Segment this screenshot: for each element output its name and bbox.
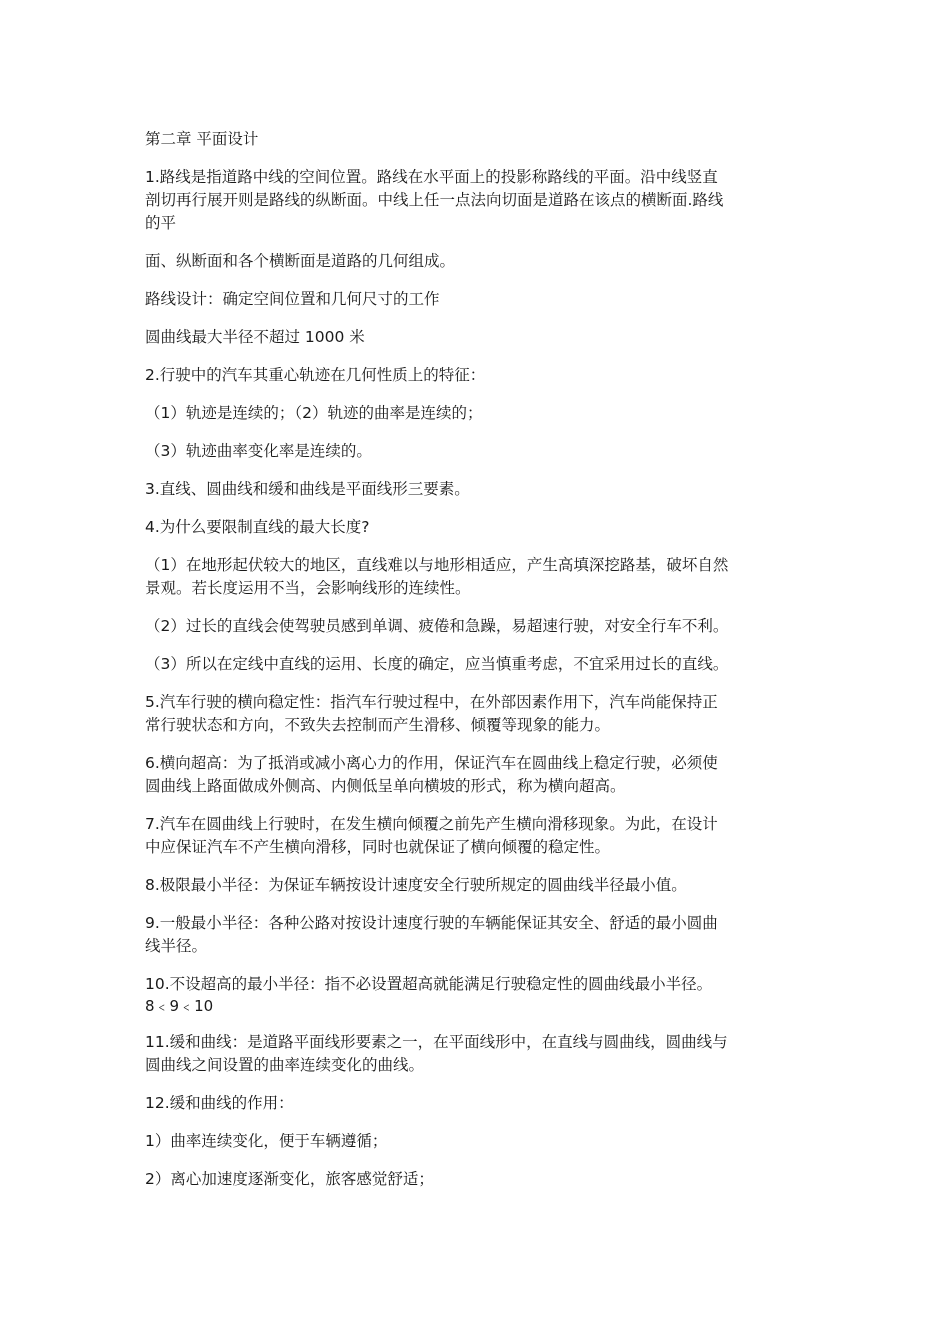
paragraph-line: 圆曲线上路面做成外侧高、内侧低呈单向横坡的形式，称为横向超高。 [145, 777, 626, 795]
paragraph [145, 653, 810, 676]
paragraph [145, 288, 810, 311]
paragraph-line: （1）在地形起伏较大的地区，直线难以与地形相适应，产生高填深挖路基，破坏自然 [145, 556, 729, 574]
paragraph [145, 1130, 810, 1153]
document-page [145, 128, 810, 1206]
paragraph-line: 11.缓和曲线：是道路平面线形要素之一，在平面线形中，在直线与圆曲线，圆曲线与 [145, 1033, 728, 1051]
paragraph-line: 1）曲率连续变化，便于车辆遵循； [145, 1132, 388, 1150]
paragraph [145, 615, 810, 638]
paragraph [145, 813, 810, 859]
paragraph-line: 路线设计：确定空间位置和几何尺寸的工作 [145, 290, 440, 308]
paragraph-line: 2）离心加速度逐渐变化，旅客感觉舒适； [145, 1170, 434, 1188]
paragraph-line: 圆曲线之间设置的曲率连续变化的曲线。 [145, 1056, 425, 1074]
paragraph-line: 景观。若长度运用不当，会影响线形的连续性。 [145, 579, 471, 597]
paragraph [145, 166, 810, 235]
paragraph-line: 7.汽车在圆曲线上行驶时，在发生横向倾覆之前先产生横向滑移现象。为此，在设计 [145, 815, 718, 833]
paragraph-line: 的平 [145, 214, 177, 232]
paragraph-line: 中应保证汽车不产生横向滑移，同时也就保证了横向倾覆的稳定性。 [145, 838, 611, 856]
paragraph-line: 剖切再行展开则是路线的纵断面。中线上任一点法向切面是道路在该点的横断面.路线 [145, 191, 724, 209]
paragraph-line: 线半径。 [145, 937, 208, 955]
paragraph-line: （3）所以在定线中直线的运用、长度的确定，应当慎重考虑，不宜采用过长的直线。 [145, 655, 729, 673]
paragraph-line: （1）轨迹是连续的；（2）轨迹的曲率是连续的； [145, 404, 483, 422]
paragraph [145, 752, 810, 798]
paragraph [145, 1092, 810, 1115]
paragraph-line: 面、纵断面和各个横断面是道路的几何组成。 [145, 252, 456, 270]
paragraph [145, 440, 810, 463]
paragraph [145, 554, 810, 600]
paragraph-line: 1.路线是指道路中线的空间位置。路线在水平面上的投影称路线的平面。沿中线竖直 [145, 168, 718, 186]
paragraph-line: 8.极限最小半径：为保证车辆按设计速度安全行驶所规定的圆曲线半径最小值。 [145, 876, 687, 894]
paragraph-line: 常行驶状态和方向，不致失去控制而产生滑移、倾覆等现象的能力。 [145, 716, 611, 734]
paragraph [145, 973, 810, 1016]
paragraph [145, 402, 810, 425]
paragraph [145, 516, 810, 539]
paragraph-line: 6.横向超高：为了抵消或减小离心力的作用，保证汽车在圆曲线上稳定行驶，必须使 [145, 754, 718, 772]
paragraph [145, 250, 810, 273]
paragraph [145, 1031, 810, 1077]
paragraph-line: 5.汽车行驶的横向稳定性：指汽车行驶过程中，在外部因素作用下，汽车尚能保持正 [145, 693, 718, 711]
paragraph-line: 圆曲线最大半径不超过 1000 米 [145, 328, 365, 346]
chapter-title: 第二章 平面设计 [145, 130, 259, 148]
paragraph-line: （2）过长的直线会使驾驶员感到单调、疲倦和急躁，易超速行驶，对安全行车不利。 [145, 617, 729, 635]
paragraph [145, 364, 810, 387]
paragraph [145, 326, 810, 349]
paragraph-line: 2.行驶中的汽车其重心轨迹在几何性质上的特征： [145, 366, 486, 384]
document-body [145, 166, 810, 1191]
paragraph-line: （3）轨迹曲率变化率是连续的。 [145, 442, 372, 460]
paragraph [145, 912, 810, 958]
paragraph [145, 874, 810, 897]
inline-note: 8﹤9﹤10 [145, 997, 214, 1015]
paragraph-line: 10.不设超高的最小半径：指不必设置超高就能满足行驶稳定性的圆曲线最小半径。 [145, 975, 713, 993]
paragraph-line: 4.为什么要限制直线的最大长度? [145, 518, 370, 536]
paragraph [145, 691, 810, 737]
paragraph-line: 9.一般最小半径：各种公路对按设计速度行驶的车辆能保证其安全、舒适的最小圆曲 [145, 914, 718, 932]
paragraph [145, 478, 810, 501]
paragraph-line: 12.缓和曲线的作用： [145, 1094, 294, 1112]
paragraph [145, 1168, 810, 1191]
paragraph-line: 3.直线、圆曲线和缓和曲线是平面线形三要素。 [145, 480, 470, 498]
